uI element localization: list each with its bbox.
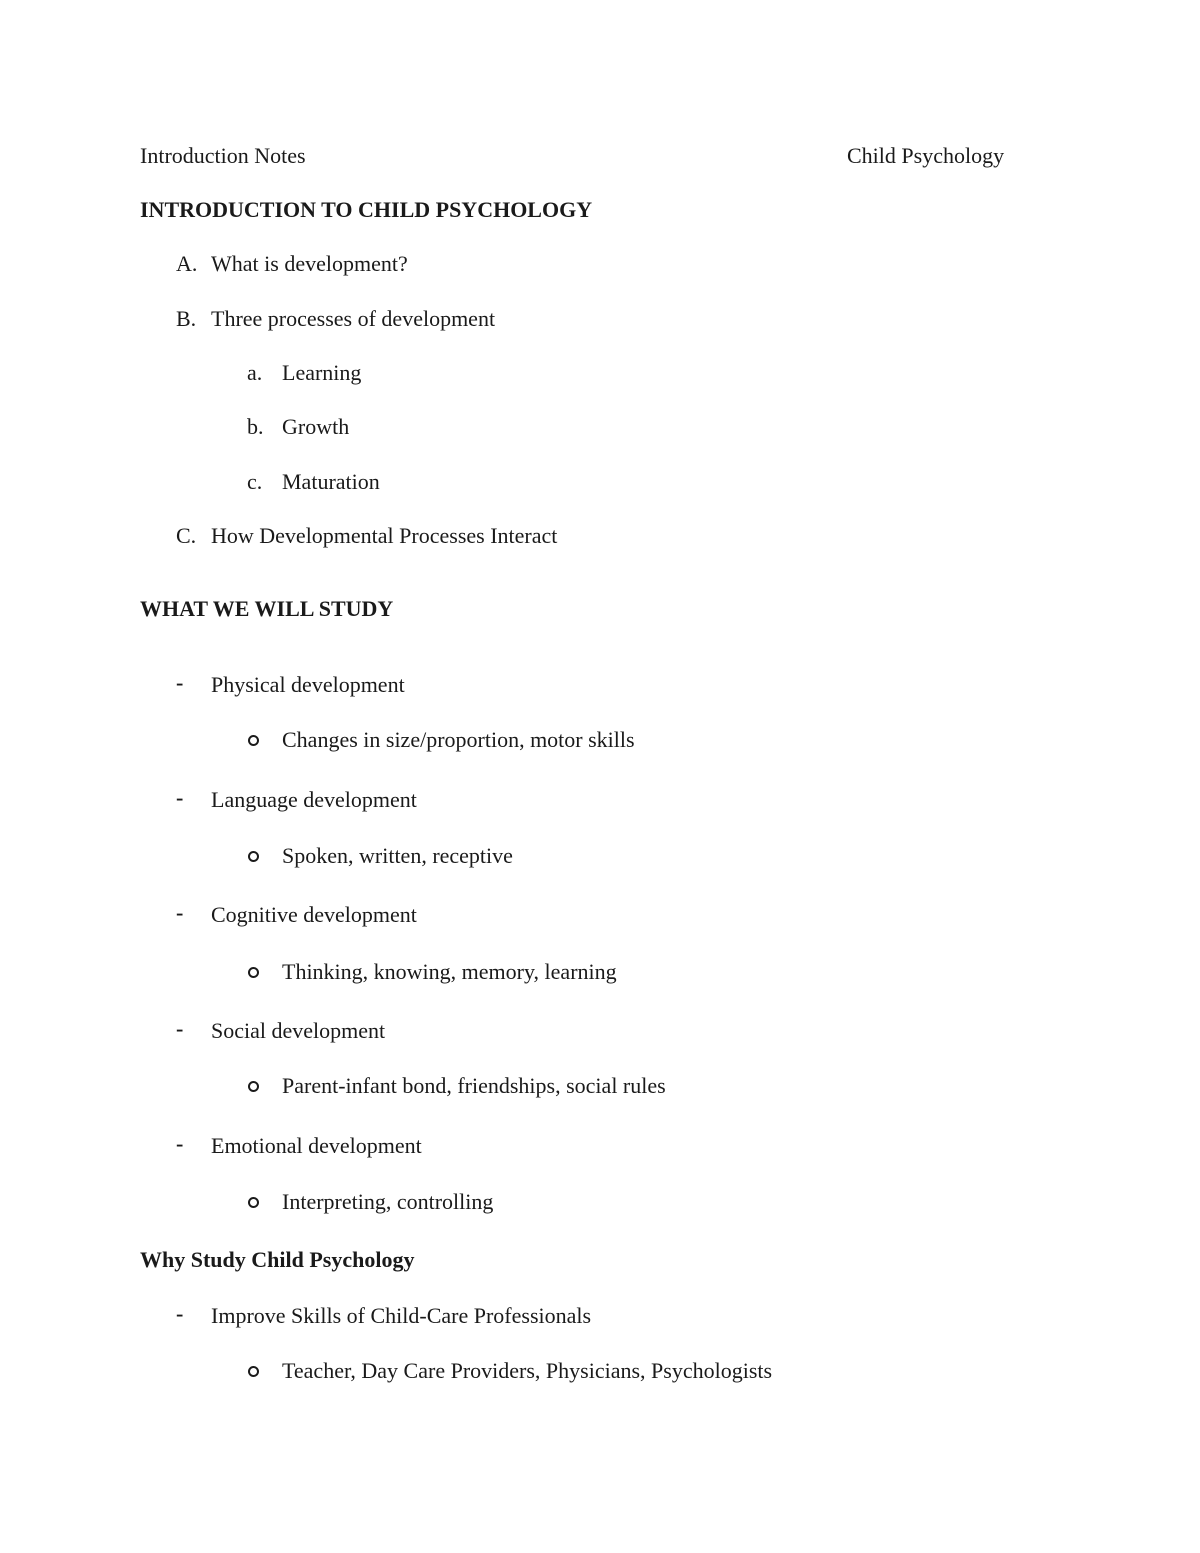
outline-marker: A.: [176, 251, 198, 276]
dash-bullet: -: [176, 900, 184, 925]
outline-item: What is development?: [211, 251, 408, 276]
dash-bullet: -: [176, 785, 184, 810]
outline-marker: B.: [176, 306, 197, 331]
list-sub-item: Changes in size/proportion, motor skills: [282, 727, 635, 752]
dash-bullet: -: [176, 1131, 184, 1156]
dash-bullet: -: [176, 1301, 184, 1326]
dash-bullet: -: [176, 670, 184, 695]
section-heading-introduction: INTRODUCTION TO CHILD PSYCHOLOGY: [140, 197, 593, 222]
outline-sub-item: Growth: [282, 414, 350, 439]
header-left-title: Introduction Notes: [140, 143, 306, 168]
section-heading-why-study: Why Study Child Psychology: [140, 1247, 415, 1272]
circle-bullet-icon: [248, 967, 259, 978]
section-heading-what-we-will-study: WHAT WE WILL STUDY: [140, 596, 394, 621]
circle-bullet-icon: [248, 1081, 259, 1092]
list-sub-item: Spoken, written, receptive: [282, 843, 513, 868]
outline-item: Three processes of development: [211, 306, 496, 331]
outline-sub-marker: b.: [247, 414, 264, 439]
list-sub-item: Interpreting, controlling: [282, 1189, 494, 1214]
outline-sub-item: Maturation: [282, 469, 380, 494]
list-item: Emotional development: [211, 1133, 422, 1158]
list-sub-item: Thinking, knowing, memory, learning: [282, 959, 617, 984]
circle-bullet-icon: [248, 851, 259, 862]
circle-bullet-icon: [248, 1366, 259, 1377]
outline-sub-marker: c.: [247, 469, 263, 494]
circle-bullet-icon: [248, 735, 259, 746]
list-sub-item: Teacher, Day Care Providers, Physicians, Psychologists: [282, 1358, 773, 1383]
outline-marker: C.: [176, 523, 197, 548]
list-item: Improve Skills of Child-Care Professionals: [211, 1303, 592, 1328]
outline-item: How Developmental Processes Interact: [211, 523, 558, 548]
header-right-title: Child Psychology: [847, 143, 1005, 168]
circle-bullet-icon: [248, 1197, 259, 1208]
outline-sub-marker: a.: [247, 360, 263, 385]
list-item: Language development: [211, 787, 417, 812]
list-item: Social development: [211, 1018, 386, 1043]
dash-bullet: -: [176, 1016, 184, 1041]
list-sub-item: Parent-infant bond, friendships, social rules: [282, 1073, 666, 1098]
outline-sub-item: Learning: [282, 360, 362, 385]
list-item: Cognitive development: [211, 902, 417, 927]
list-item: Physical development: [211, 672, 405, 697]
